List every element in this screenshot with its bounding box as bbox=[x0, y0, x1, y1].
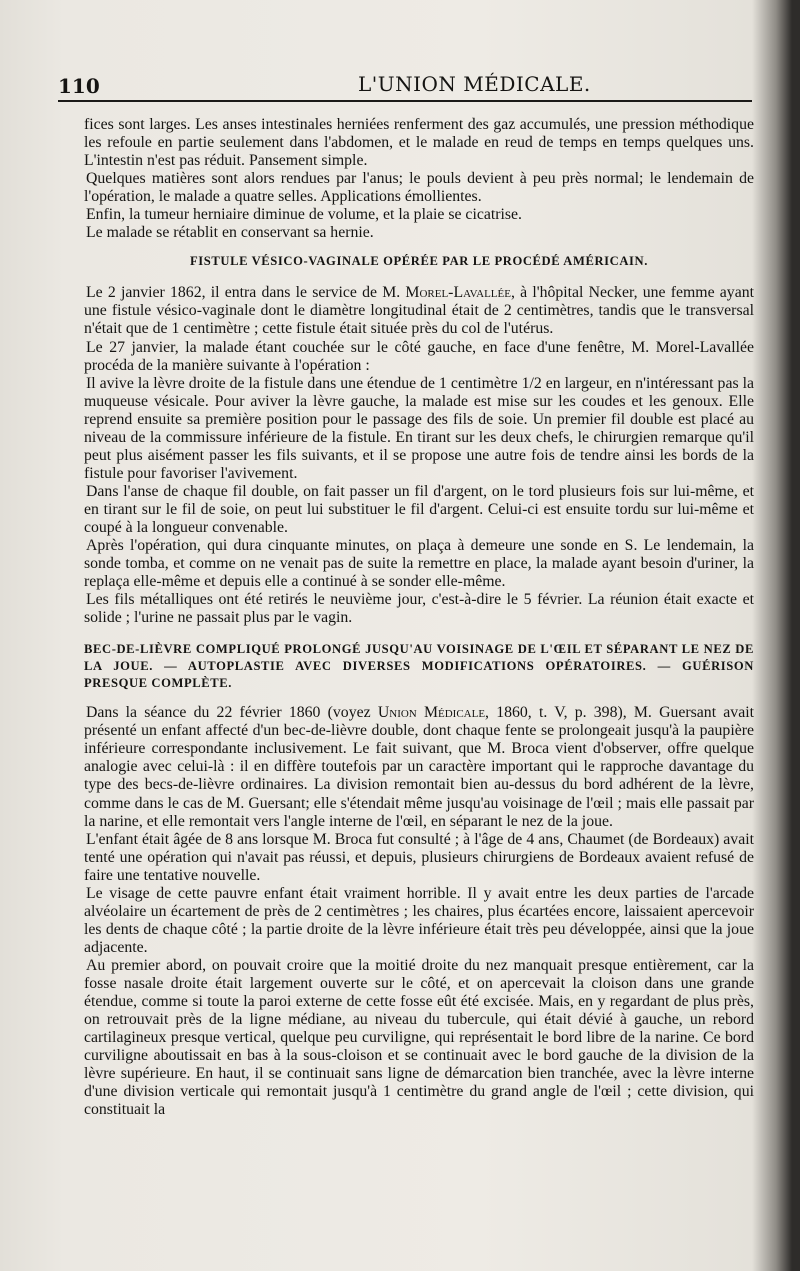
paragraph: Le 27 janvier, la malade étant couchée sur le côté gauche, en face d'une fenêtre, M. Morel-Lavallée procéda de la manière suivante à l'opération : bbox=[84, 338, 754, 374]
body-text bbox=[84, 116, 754, 1119]
paragraph: fices sont larges. Les anses intestinales herniées renferment des gaz accumulés, une pression méthodique les refoule en partie seulement dans l'abdomen, et le malade en reud de temps en temps quelques uns. L'intestin n'est pas réduit. Pansement simple. bbox=[84, 116, 754, 170]
paragraph: Quelques matières sont alors rendues par l'anus; le pouls devient à peu près normal; le lendemain de l'opération, le malade a quatre selles. Applications émollientes. bbox=[84, 170, 754, 206]
paragraph: Enfin, la tumeur herniaire diminue de volume, et la plaie se cicatrise. bbox=[86, 206, 523, 224]
page-number: 110 bbox=[58, 74, 100, 98]
paragraph: Les fils métalliques ont été retirés le neuvième jour, c'est-à-dire le 5 février. La réunion était exacte et solide ; l'urine ne passait plus par le vagin. bbox=[84, 591, 754, 627]
header-rule bbox=[58, 100, 752, 102]
paragraph: L'enfant était âgée de 8 ans lorsque M. Broca fut consulté ; à l'âge de 4 ans, Chaumet (de Bordeaux) avait tenté une opération qui n'avait pas réussi, et depuis, plusieurs chirurgiens de Bordeaux avaient refusé de faire une tentative nouvelle. bbox=[84, 830, 754, 884]
page-header bbox=[58, 68, 748, 98]
paragraph: Il avive la lèvre droite de la fistule dans une étendue de 1 centimètre 1/2 en largeur, en n'intéressant pas la muqueuse vésicale. Pour aviver la lèvre gauche, la malade est mise sur les coudes et les genoux. Elle reprend ensuite sa première position pour le passage des fils de soie. Un premier fil double est placé au niveau de la commissure inférieure de la fistule. En tirant sur les deux chefs, le chirurgien remarque qu'il peut plus aisément passer les fils suivants, et il se propose une autre fois de tendre ainsi les bords de la fistule pour favoriser l'avivement. bbox=[84, 374, 754, 482]
section-title: BEC-DE-LIÈVRE COMPLIQUÉ PROLONGÉ JUSQU'AU VOISINAGE DE L'ŒIL ET SÉPARANT LE NEZ DE LA JOUE. — AUTOPLASTIE AVEC DIVERSES MODIFICATIONS OPÉRATOIRES. — GUÉRISON PRESQUE COMPLÈTE. bbox=[84, 642, 754, 691]
paragraph: Le visage de cette pauvre enfant était vraiment horrible. Il y avait entre les deux parties de l'arcade alvéolaire un écartement de près de 2 centimètres ; les chaires, plus écartées encore, laissaient apercevoir les dents de chaque côté ; la partie droite de la lèvre inférieure était très peu développée, ainsi que la joue adjacente. bbox=[84, 884, 754, 956]
running-title: L'UNION MÉDICALE. bbox=[358, 72, 591, 96]
paragraph: Après l'opération, qui dura cinquante minutes, on plaça à demeure une sonde en S. Le lendemain, la sonde tomba, et comme on ne venait pas de suite la remettre en place, la malade ayant besoin d'uriner, la replaça elle-même et depuis elle a continué à se sonder elle-même. bbox=[84, 537, 754, 591]
paragraph: Le malade se rétablit en conservant sa hernie. bbox=[86, 224, 374, 242]
paragraph: Le 2 janvier 1862, il entra dans le service de M. Morel-Lavallée, à l'hôpital Necker, une femme ayant une fistule vésico-vaginale dont le diamètre longitudinal était de 2 centimètres, tandis que le transversal n'était que de 1 centimètre ; cette fistule était située près du col de l'utérus. bbox=[84, 284, 754, 338]
paragraph: Dans l'anse de chaque fil double, on fait passer un fil d'argent, on le tord plusieurs fois sur lui-même, et en tirant sur le fil de soie, on peut lui substituer le fil d'argent. Celui-ci est ensuite tordu sur lui-même et coupé à la longueur convenable. bbox=[84, 482, 754, 536]
section-title: FISTULE VÉSICO-VAGINALE OPÉRÉE PAR LE PROCÉDÉ AMÉRICAIN. bbox=[189, 254, 648, 269]
paragraph: Dans la séance du 22 février 1860 (voyez Union Médicale, 1860, t. V, p. 398), M. Guersant avait présenté un enfant affecté d'un bec-de-lièvre double, dont chaque fente se prolongeait jusqu'à la paupière inférieure correspondante inclusivement. Le fait suivant, que M. Broca vient d'observer, offre quelque analogie avec celui-là : il en diffère toutefois par un caractère important qui le rapproche davantage du type des becs-de-lièvre ordinaires. La division remontait bien au-dessus du bord adhérent de la lèvre, comme dans le cas de M. Guersant; elle s'étendait même jusqu'au voisinage de l'œil ; mais elle passait par la narine, et elle remontait vers l'angle interne de l'œil, en séparant le nez de la joue. bbox=[84, 704, 754, 830]
paragraph: Au premier abord, on pouvait croire que la moitié droite du nez manquait presque entièrement, car la fosse nasale droite était largement ouverte sur le côté, et on apercevait la cloison dans une grande étendue, comme si toute la paroi externe de cette fosse eût été excisée. Mais, en y regardant de plus près, on retrouvait près de la ligne médiane, au niveau du tubercule, qui était dévié à gauche, un rebord cartilagineux presque vertical, quelque peu curviligne, qui représentait le bord libre de la narine. Ce bord curviligne aboutissait en bas à la sous-cloison et se continuait avec le bord gauche de la division de la lèvre supérieure. En haut, il se continuait sans ligne de démarcation bien tranchée, avec la lèvre interne d'une division verticale qui remontait jusqu'à 1 centimètre du grand angle de l'œil ; cette division, qui constituait la bbox=[84, 956, 754, 1119]
